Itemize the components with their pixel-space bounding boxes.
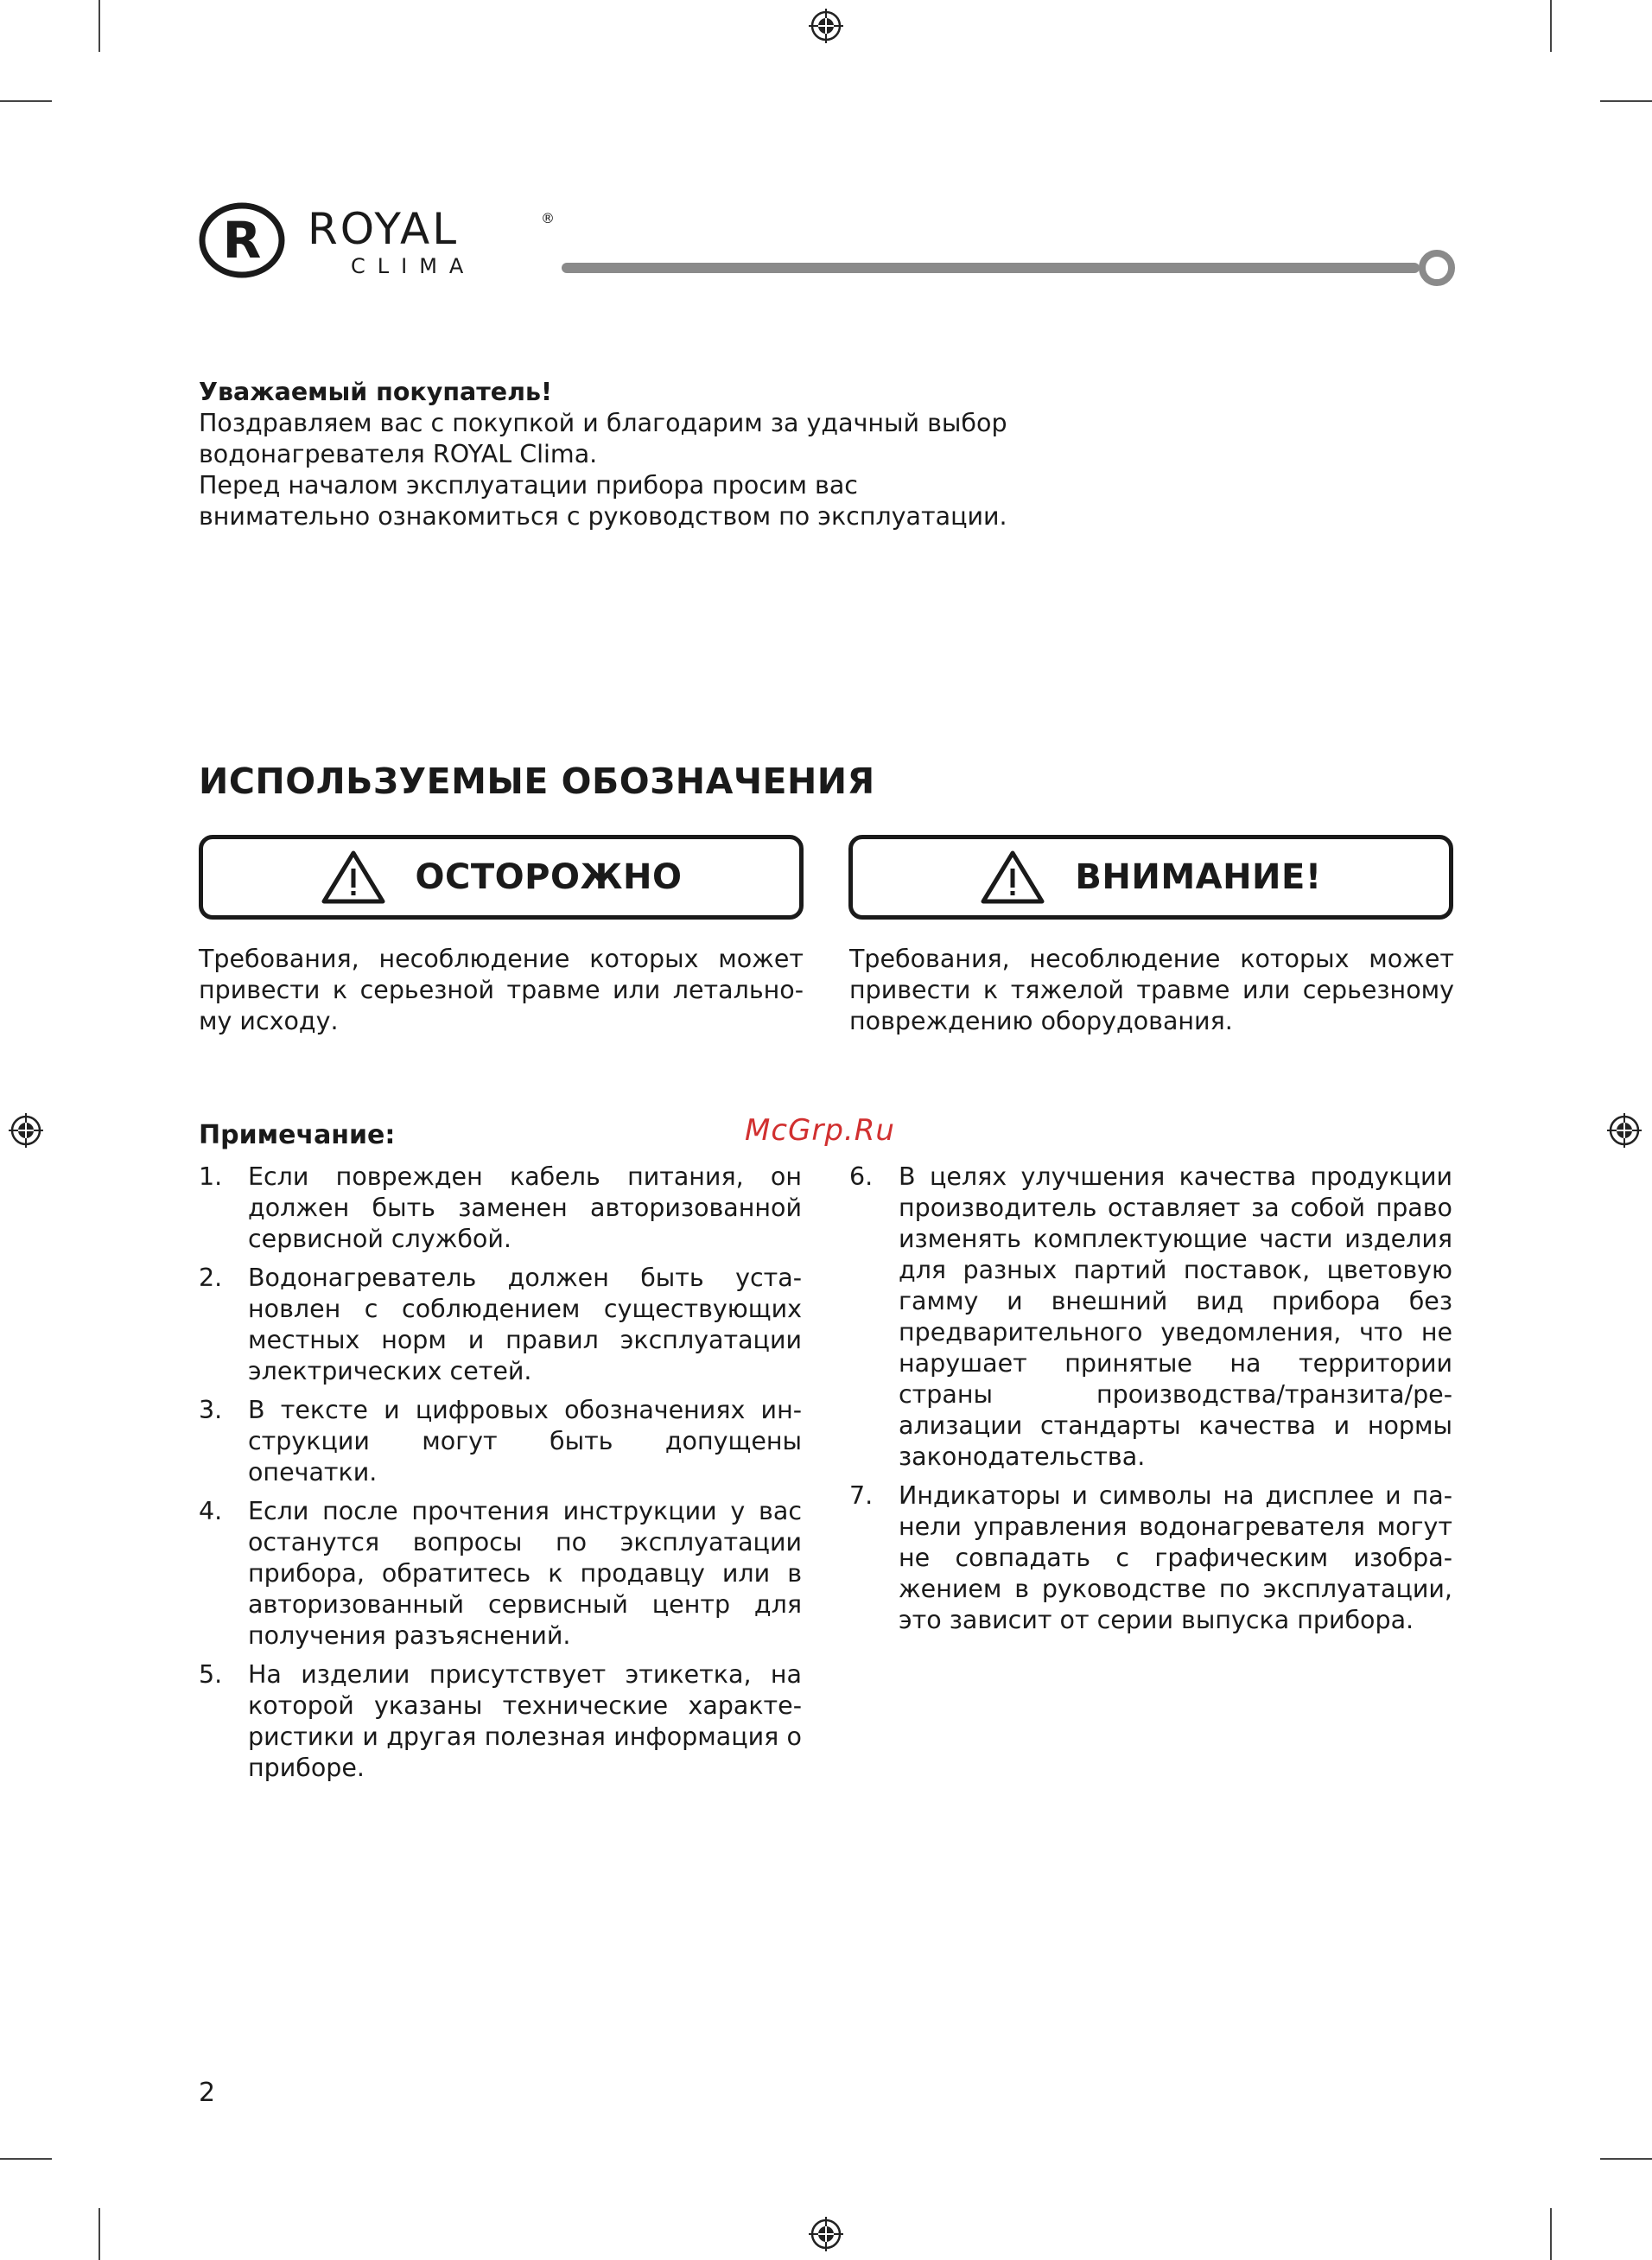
registered-mark: ® [541,210,555,226]
item-text: На изделии присутствует этикетка, на которой указаны технические характеристики и другая полезная информация о приборе. [248,1660,802,1782]
item-number: 6. [849,1162,874,1191]
crop-mark [1600,100,1652,102]
list-item [849,1162,1452,1473]
list-item [199,1496,802,1652]
section-title: ИСПОЛЬЗУЕМЫЕ ОБОЗНАЧЕНИЯ [199,761,875,802]
item-number: 2. [199,1264,223,1292]
notes-left-column [199,1162,802,1792]
greeting-line: водонагревателя ROYAL Clima. [199,440,598,468]
header-rule-end [1419,250,1455,286]
list-item [199,1162,802,1255]
registration-mark-icon [807,7,845,45]
royal-clima-logo [197,197,560,283]
greeting-line: внимательно ознакомиться с руководством по эксплуатации. [199,502,1007,531]
item-text: В тексте и цифровых обозначениях инструкции могут быть допущены опечатки. [248,1396,802,1487]
warning-triangle-icon [321,850,386,905]
item-number: 5. [199,1660,223,1689]
crop-mark [0,100,52,102]
crop-mark [1550,2208,1552,2260]
notes-title: Примечание: [199,1120,396,1150]
greeting-line: Поздравляем вас с покупкой и благодарим за удачный выбор [199,409,1007,437]
brand-subname: CLIMA [351,254,476,278]
warning-triangle-icon [980,850,1045,905]
registration-mark-icon [7,1111,45,1149]
item-text: Индикаторы и символы на дисплее и панели управления водонагревателя могут не совпадать с графическим изображением в руководстве по эксплуатации, это зависит от серии выпуска прибора. [899,1481,1452,1634]
crop-mark [1550,0,1552,52]
item-number: 1. [199,1162,223,1191]
item-number: 4. [199,1497,223,1525]
watermark: McGrp.Ru [745,1113,895,1148]
registration-mark-icon [807,2215,845,2253]
crop-mark [0,2158,52,2160]
logo-letter: R [222,211,262,270]
brand-name: ROYAL [308,204,460,254]
attention-label: ВНИМАНИЕ! [1075,857,1322,897]
list-item [849,1480,1452,1636]
crop-mark [98,0,100,52]
item-text: Если поврежден кабель питания, он должен быть заменен авторизованной сервисной службой. [248,1162,802,1253]
greeting [199,377,1149,532]
item-text: Водонагреватель должен быть установлен с соблюдением существующих местных норм и правил эксплуатации электрических сетей. [248,1264,802,1385]
attention-box [848,835,1453,920]
list-item [199,1659,802,1784]
registration-mark-icon [1605,1111,1643,1149]
crop-mark [98,2208,100,2260]
crop-mark [1600,2158,1652,2160]
notes-right-column [849,1162,1452,1644]
page-number: 2 [199,2078,216,2108]
caution-description: Требования, несоблюдение которых может привести к серьезной травме или летальному исходу. [199,945,804,1035]
item-text: Если после прочтения инструкции у вас останутся вопросы по эксплуатации прибора, обратитесь к продавцу или в авторизованный сервисный центр для получения разъяснений. [248,1497,802,1650]
item-number: 7. [849,1481,874,1510]
caution-label: ОСТОРОЖНО [415,857,683,897]
greeting-line: Перед началом эксплуатации прибора просим вас [199,471,858,500]
caution-box [199,835,804,920]
item-text: В целях улучшения качества продукции производитель оставляет за собой право изменять комплектующие части изделия для разных партий поставок, цветовую гамму и внешний вид прибора без предварительного уведомления, что не нарушает принятые на территории страны производства/транзита/реализации стандарты качества и нормы законодательства. [899,1162,1452,1471]
list-item [199,1263,802,1387]
item-number: 3. [199,1396,223,1424]
attention-description: Требования, несоблюдение которых может привести к тяжелой травме или серьезному повреждению оборудования. [849,945,1454,1035]
greeting-heading: Уважаемый покупатель! [199,378,552,406]
list-item [199,1395,802,1488]
header-rule [562,263,1420,273]
